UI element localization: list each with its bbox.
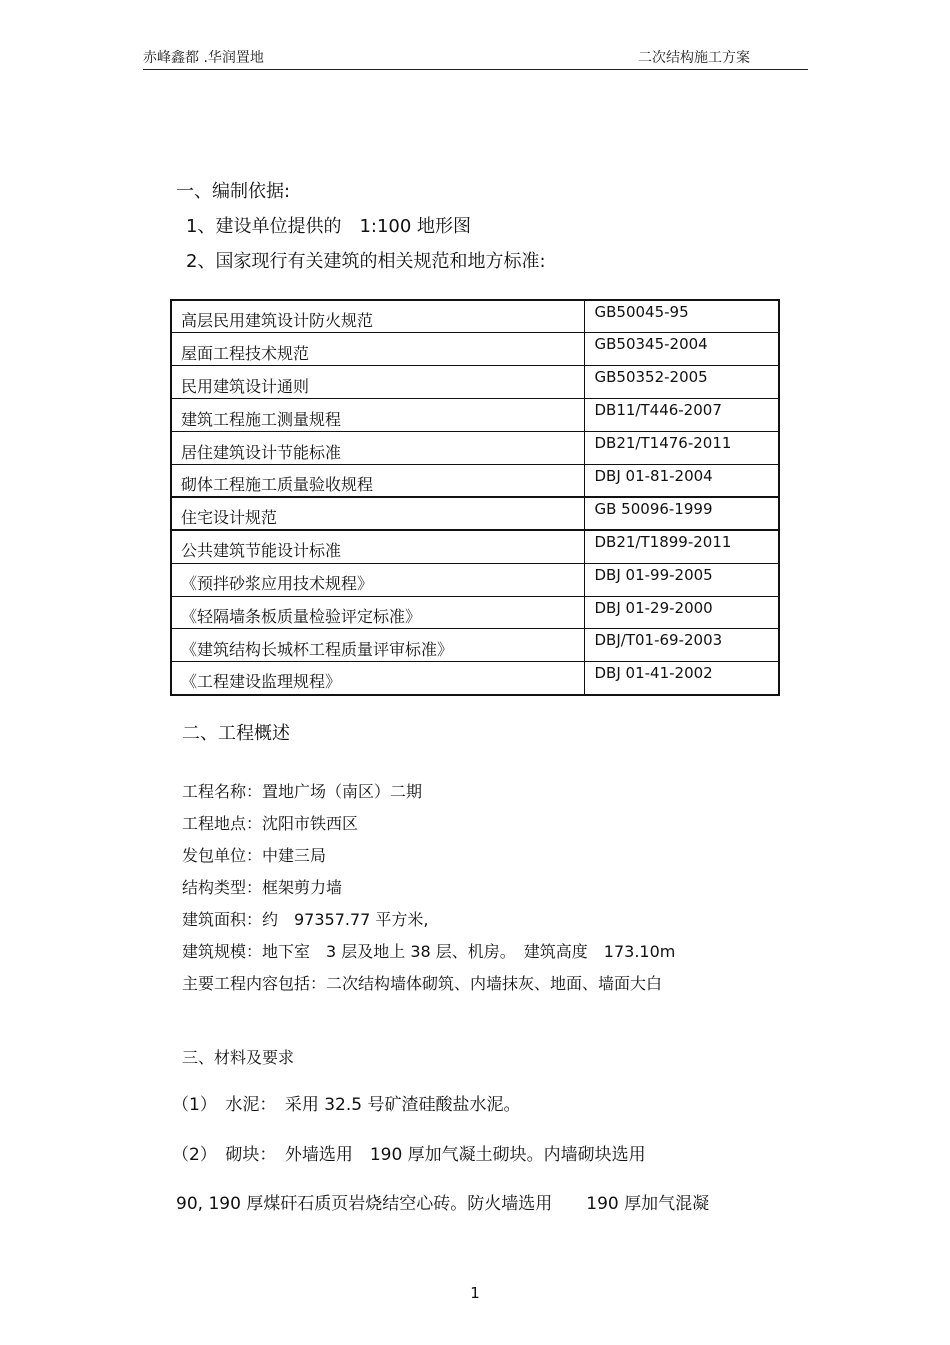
section1-item2: 2、国家现行有关建筑的相关规范和地方标准: bbox=[186, 251, 546, 272]
overview-line: 工程地点：沈阳市铁西区 bbox=[182, 814, 359, 833]
standard-name: 居住建筑设计节能标准 bbox=[171, 432, 584, 465]
standard-code: GB 50096-1999 bbox=[584, 497, 779, 530]
standard-name: 《预拌砂浆应用技术规程》 bbox=[171, 563, 584, 596]
standard-code: DB21/T1899-2011 bbox=[584, 530, 779, 563]
table-row bbox=[171, 497, 779, 530]
material-paragraph: （1） 水泥： 采用 32.5 号矿渣硅酸盐水泥。 bbox=[172, 1095, 521, 1115]
overview-line: 建筑面积：约 97357.77 平方米, bbox=[182, 910, 429, 929]
section1-title: 一、编制依据: bbox=[176, 181, 291, 202]
overview-line: 结构类型：框架剪力墙 bbox=[182, 878, 343, 897]
header-right: 二次结构施工方案 bbox=[638, 50, 750, 66]
standard-name: 《建筑结构长城杯工程质量评审标准》 bbox=[171, 629, 584, 662]
standard-name: 屋面工程技术规范 bbox=[171, 333, 584, 366]
section2-title: 二、工程概述 bbox=[182, 723, 290, 744]
standard-name: 砌体工程施工质量验收规程 bbox=[171, 464, 584, 497]
overview-line: 工程名称：置地广场（南区）二期 bbox=[182, 782, 423, 801]
standard-code: DBJ 01-99-2005 bbox=[584, 563, 779, 596]
standards-table bbox=[170, 299, 780, 696]
table-row bbox=[171, 432, 779, 465]
standard-code: GB50045-95 bbox=[584, 300, 779, 333]
table-row bbox=[171, 629, 779, 662]
table-row bbox=[171, 464, 779, 497]
table-row bbox=[171, 399, 779, 432]
standard-code: DBJ 01-29-2000 bbox=[584, 596, 779, 629]
standard-code: GB50345-2004 bbox=[584, 333, 779, 366]
standard-name: 《工程建设监理规程》 bbox=[171, 662, 584, 695]
table-row bbox=[171, 530, 779, 563]
standard-code: DB11/T446-2007 bbox=[584, 399, 779, 432]
standard-name: 住宅设计规范 bbox=[171, 497, 584, 530]
header-left: 赤峰鑫都 .华润置地 bbox=[143, 50, 264, 66]
standard-code: GB50352-2005 bbox=[584, 366, 779, 399]
standard-name: 建筑工程施工测量规程 bbox=[171, 399, 584, 432]
table-row bbox=[171, 662, 779, 695]
material-paragraph: （2） 砌块： 外墙选用 190 厚加气凝土砌块。内墙砌块选用 bbox=[172, 1145, 646, 1165]
material-paragraph: 90, 190 厚煤矸石质页岩烧结空心砖。防火墙选用 190 厚加气混凝 bbox=[176, 1194, 710, 1214]
table-row bbox=[171, 300, 779, 333]
overview-line: 建筑规模：地下室 3 层及地上 38 层、机房。 建筑高度 173.10m bbox=[182, 942, 676, 961]
standard-name: 民用建筑设计通则 bbox=[171, 366, 584, 399]
standard-code: DB21/T1476-2011 bbox=[584, 432, 779, 465]
table-row bbox=[171, 563, 779, 596]
overview-line: 发包单位：中建三局 bbox=[182, 846, 327, 865]
standard-code: DBJ 01-41-2002 bbox=[584, 662, 779, 695]
standard-name: 《轻隔墙条板质量检验评定标准》 bbox=[171, 596, 584, 629]
table-row bbox=[171, 596, 779, 629]
table-row bbox=[171, 366, 779, 399]
table-row bbox=[171, 333, 779, 366]
page-number: 1 bbox=[470, 1284, 480, 1302]
overview-line: 主要工程内容包括：二次结构墙体砌筑、内墙抹灰、地面、墙面大白 bbox=[182, 974, 663, 993]
header-divider bbox=[143, 69, 808, 70]
standard-code: DBJ 01-81-2004 bbox=[584, 464, 779, 497]
standard-code: DBJ/T01-69-2003 bbox=[584, 629, 779, 662]
section3-title: 三、材料及要求 bbox=[182, 1048, 295, 1067]
standard-name: 高层民用建筑设计防火规范 bbox=[171, 300, 584, 333]
section1-item1: 1、建设单位提供的 1:100 地形图 bbox=[186, 216, 472, 237]
standard-name: 公共建筑节能设计标准 bbox=[171, 530, 584, 563]
